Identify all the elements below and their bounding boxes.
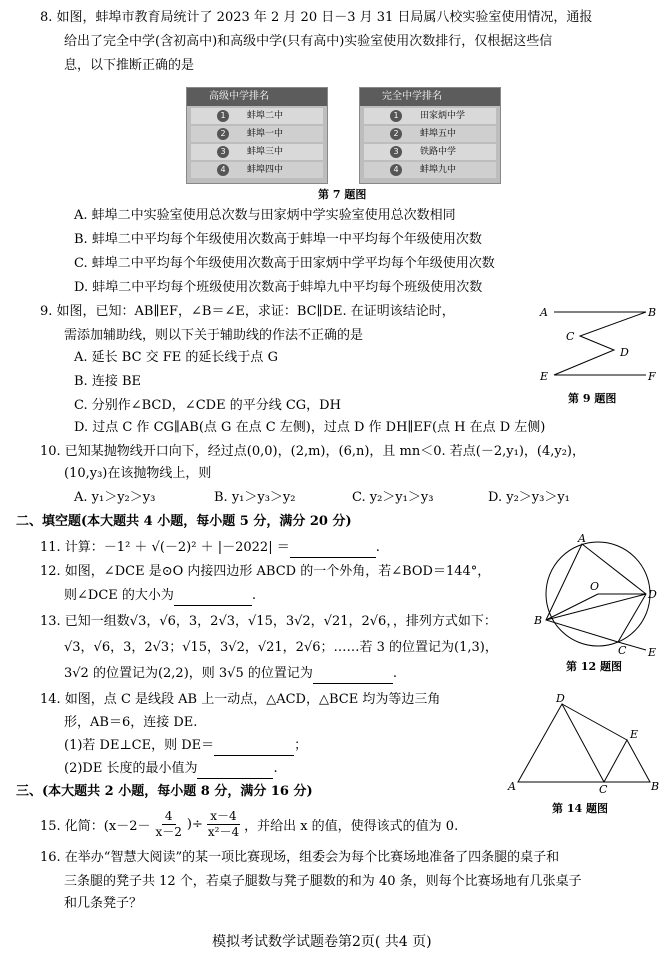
q10-option-b: B. y₁＞y₃＞y₂ [214,490,296,505]
section-3-heading: 三、(本大题共 2 小题，每小题 8 分，满分 16 分) [16,784,313,799]
q10-option-c: C. y₂＞y₁＞y₃ [352,490,434,505]
full-school-ranking-title: 完全中学排名 [360,88,500,106]
q11-end: . [375,540,380,555]
label-e: E [648,646,657,658]
q11-text: 11. 计算：－1² ＋ √(－2)² ＋ |－2022| ＝ [40,540,290,555]
q11 [40,538,380,558]
label-e: E [630,728,639,741]
q14-sub1 [64,736,307,756]
q8-line2: 给出了完全中学(含初高中)和高级中学(只有高中)实验室使用次数排行，仅根据这些信 [64,34,553,49]
q15-operator: )÷ [186,816,203,832]
q9-option-b: B. 连接 BE [74,374,141,389]
q8-line3: 息，以下推断正确的是 [64,58,195,73]
q14-sub1-answer-blank [214,741,294,756]
ranking-row: 2 蚌埠一中 [191,126,323,142]
q8-option-b: B. 蚌埠二中平均每个年级使用次数高于蚌埠一中平均每个年级使用次数 [74,232,482,247]
label-a: A [578,532,586,545]
q16-line2: 三条腿的凳子共 12 个，若桌子腿数与凳子腿数的和为 40 条，则每个比赛场地有几张桌子 [64,874,582,889]
q13-end: . [392,666,398,681]
ranking-row: 1 田家炳中学 [364,108,496,124]
q10-option-a: A. y₁＞y₂＞y₃ [74,490,156,505]
q12-line1: 12. 如图，∠DCE 是⊙O 内接四边形 ABCD 的一个外角，若∠BOD＝144°， [40,564,491,579]
ranking-row: 4 蚌埠九中 [364,162,496,178]
q8-figure-caption: 第 7 题图 [318,188,367,201]
ranking-row: 2 蚌埠五中 [364,126,496,142]
q13-line2: √3，√6，3，2√3；√15，3√2，√21，2√6；……若 3 的位置记为(1,3)， [64,640,498,655]
label-c: C [618,644,627,657]
label-c: C [599,783,608,794]
q8-option-a: A. 蚌埠二中实验室使用总次数与田家炳中学实验室使用总次数相同 [74,208,456,223]
q12-figure [520,532,660,658]
q14-sub1-text: (1)若 DE⊥CE，则 DE＝ [64,738,215,753]
label-a: A [508,780,516,793]
high-school-ranking-table [186,87,328,184]
q9-line1: 9. 如图，已知：AB∥EF，∠B＝∠E，求证：BC∥DE. 在证明该结论时， [40,304,455,319]
q15-fraction-1-denominator: x－2 [155,824,182,839]
q10-line1: 10. 已知某抛物线开口向下，经过点(0,0)，(2,m)，(6,n)，且 mn＜0. 若点(－2,y₁)，(4,y₂)， [40,444,585,459]
q15-fraction-1-numerator: 4 [162,809,176,825]
label-d: D [556,694,565,705]
q16-line3: 和几条凳子？ [64,896,143,911]
q9-option-c: C. 分别作∠BCD，∠CDE 的平分线 CG，DH [74,398,341,413]
q14-line1: 14. 如图，点 C 是线段 AB 上一动点，△ACD，△BCE 均为等边三角 [40,692,441,707]
q15-fraction-2-numerator: x－4 [207,809,239,825]
q9-option-a: A. 延长 BC 交 FE 的延长线于点 G [74,350,278,365]
label-a: A [540,306,548,319]
q10-line2: (10,y₃)在该抛物线上，则 [64,466,212,481]
q11-answer-blank [290,543,376,558]
ranking-row: 4 蚌埠四中 [191,162,323,178]
chord-bd [546,594,646,620]
q14-figure-caption: 第 14 题图 [552,802,608,815]
q13-line3 [64,664,397,684]
q8-option-c: C. 蚌埠二中平均每个年级使用次数高于田家炳中学平均每个年级使用次数 [74,256,495,271]
q14-sub2-answer-blank [197,764,273,779]
label-c: C [566,330,575,343]
q13-text: 3√2 的位置记为(2,2)，则 3√5 的位置记为 [64,666,313,681]
q15-suffix: ，并给出 x 的值，使得该式的值为 0. [244,818,459,834]
q15-fraction-1 [152,809,184,840]
label-d: D [648,588,657,601]
q14-figure [506,694,660,794]
q12-line2 [64,586,256,606]
q13-answer-blank [313,669,393,684]
q14-line2: 形，AB＝6，连接 DE. [64,715,198,730]
q12-end: . [251,588,257,603]
q15-fraction-2-denominator: x²－4 [207,824,240,839]
q15-fraction-2 [205,809,242,840]
ranking-row: 3 铁路中学 [364,144,496,160]
high-school-ranking-title: 高级中学排名 [187,88,327,106]
full-school-ranking-table [359,87,501,184]
q12-figure-caption: 第 12 题图 [566,660,622,673]
q13-line1: 13. 已知一组数√3，√6，3，2√3，√15，3√2，√21，2√6，，排列方式如下： [40,614,497,629]
label-f: F [648,370,656,383]
q8-option-d: D. 蚌埠二中平均每个班级使用次数高于蚌埠九中平均每个班级使用次数 [74,280,483,295]
section-2-heading: 二、填空题(本大题共 4 小题，每小题 5 分，满分 20 分) [16,514,352,529]
label-b: B [648,306,657,319]
label-b: B [534,614,543,627]
q14-sub1-end: ； [294,738,308,753]
q14-sub2-end: . [273,761,278,776]
q9-figure-caption: 第 9 题图 [568,392,617,405]
q12-text: 则∠DCE 的大小为 [64,588,174,603]
quadrilateral-abcd [546,544,646,642]
label-d: D [620,346,629,359]
q9-option-d: D. 过点 C 作 CG∥AB(点 G 在点 C 左侧)，过点 D 作 DH∥EF(点 H 在点 D 左侧) [74,420,546,435]
q9-line2: 需添加辅助线，则以下关于辅助线的作法不正确的是 [64,328,364,343]
q10-option-d: D. y₂＞y₃＞y₁ [488,490,570,505]
triangle-acd [518,704,604,782]
q8-line1: 8. 如图，蚌埠市教育局统计了 2023 年 2 月 20 日－3 月 31 日局属八校实验室使用情况，通报 [40,10,593,25]
triangle-bce [604,740,650,782]
label-o: O [590,580,600,593]
q15 [40,806,458,842]
label-e: E [540,370,549,383]
radius-ob [546,594,598,620]
q9-figure [536,302,660,388]
ranking-row: 3 蚌埠三中 [191,144,323,160]
q14-sub2 [64,759,278,779]
zigzag-bcde [554,312,646,375]
ranking-row: 1 蚌埠二中 [191,108,323,124]
q15-prefix: 15. 化简：(x－2－ [40,818,151,834]
q16-line1: 16. 在举办“智慧大阅读”的某一项比赛现场，组委会为每个比赛场地准备了四条腿的桌子和 [40,850,560,865]
label-b: B [651,780,660,793]
page-footer: 模拟考试数学试题卷第2页( 共4 页) [212,934,432,950]
q14-sub2-text: (2)DE 长度的最小值为 [64,761,198,776]
q12-answer-blank [174,591,252,606]
